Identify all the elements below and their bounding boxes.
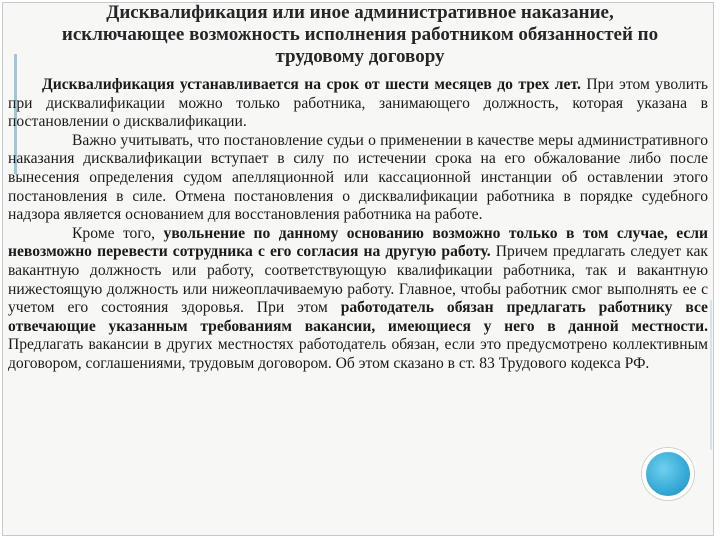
slide-body — [8, 76, 708, 374]
paragraph-3-bold-1: увольнение по данному основанию возможно только в том случае, если невозможно перевести сотрудника с его согласия на другую работу. — [8, 224, 708, 261]
paragraph-3-mid: Причем предлагать следует как вакантную должность или работу, соответствующую квалификации работника, так и вакантную нижестоящую должность или нижеоплачиваемую работу. Главное, чтобы работник смог выполнять ее с учетом его состояния здоровья. При этом — [8, 243, 708, 317]
paragraph-3 — [8, 225, 708, 374]
paragraph-2: Важно учитывать, что постановление судьи о применении в качестве меры административного наказания дисквалификации вступает в силу по истечении срока на его обжалование либо после вынесения определения судом апелляционной или кассационной инстанции об оставлении этого постановления в силе. Отмена постановления о дисквалификации работника в порядке судебного надзора является основанием для восстановления работника на работе. — [8, 131, 708, 224]
paragraph-3-tail: Предлагать вакансии в других местностях работодатель обязан, если это предусмотрено коллективным договором, соглашениями, трудовым договором. Об этом сказано в ст. 83 Трудового кодекса РФ. — [8, 336, 708, 372]
paragraph-1 — [8, 76, 708, 132]
paragraph-3-bold-2: работодатель обязан предлагать работнику все отвечающие указанным требованиям вакансии, имеющиеся у него в данной местности. — [8, 299, 708, 335]
decorative-circle — [642, 448, 694, 500]
title-line-1: Дисквалификация или иное административное наказание, — [106, 2, 614, 23]
slide-title — [10, 2, 710, 68]
paragraph-1-bold: Дисквалификация устанавливается на срок от шести месяцев до трех лет. — [42, 76, 581, 93]
decorative-line-right — [710, 300, 712, 450]
title-line-3: трудовому договору — [275, 46, 445, 67]
paragraph-3-lead: Кроме того, — [72, 224, 164, 242]
title-line-2: исключающее возможность исполнения работником обязанностей по — [61, 24, 659, 45]
paragraph-1-text: При этом уволить при дисквалификации можно только работника, занимающего должность, которая указана в постановлении о дисквалификации. — [8, 76, 709, 131]
